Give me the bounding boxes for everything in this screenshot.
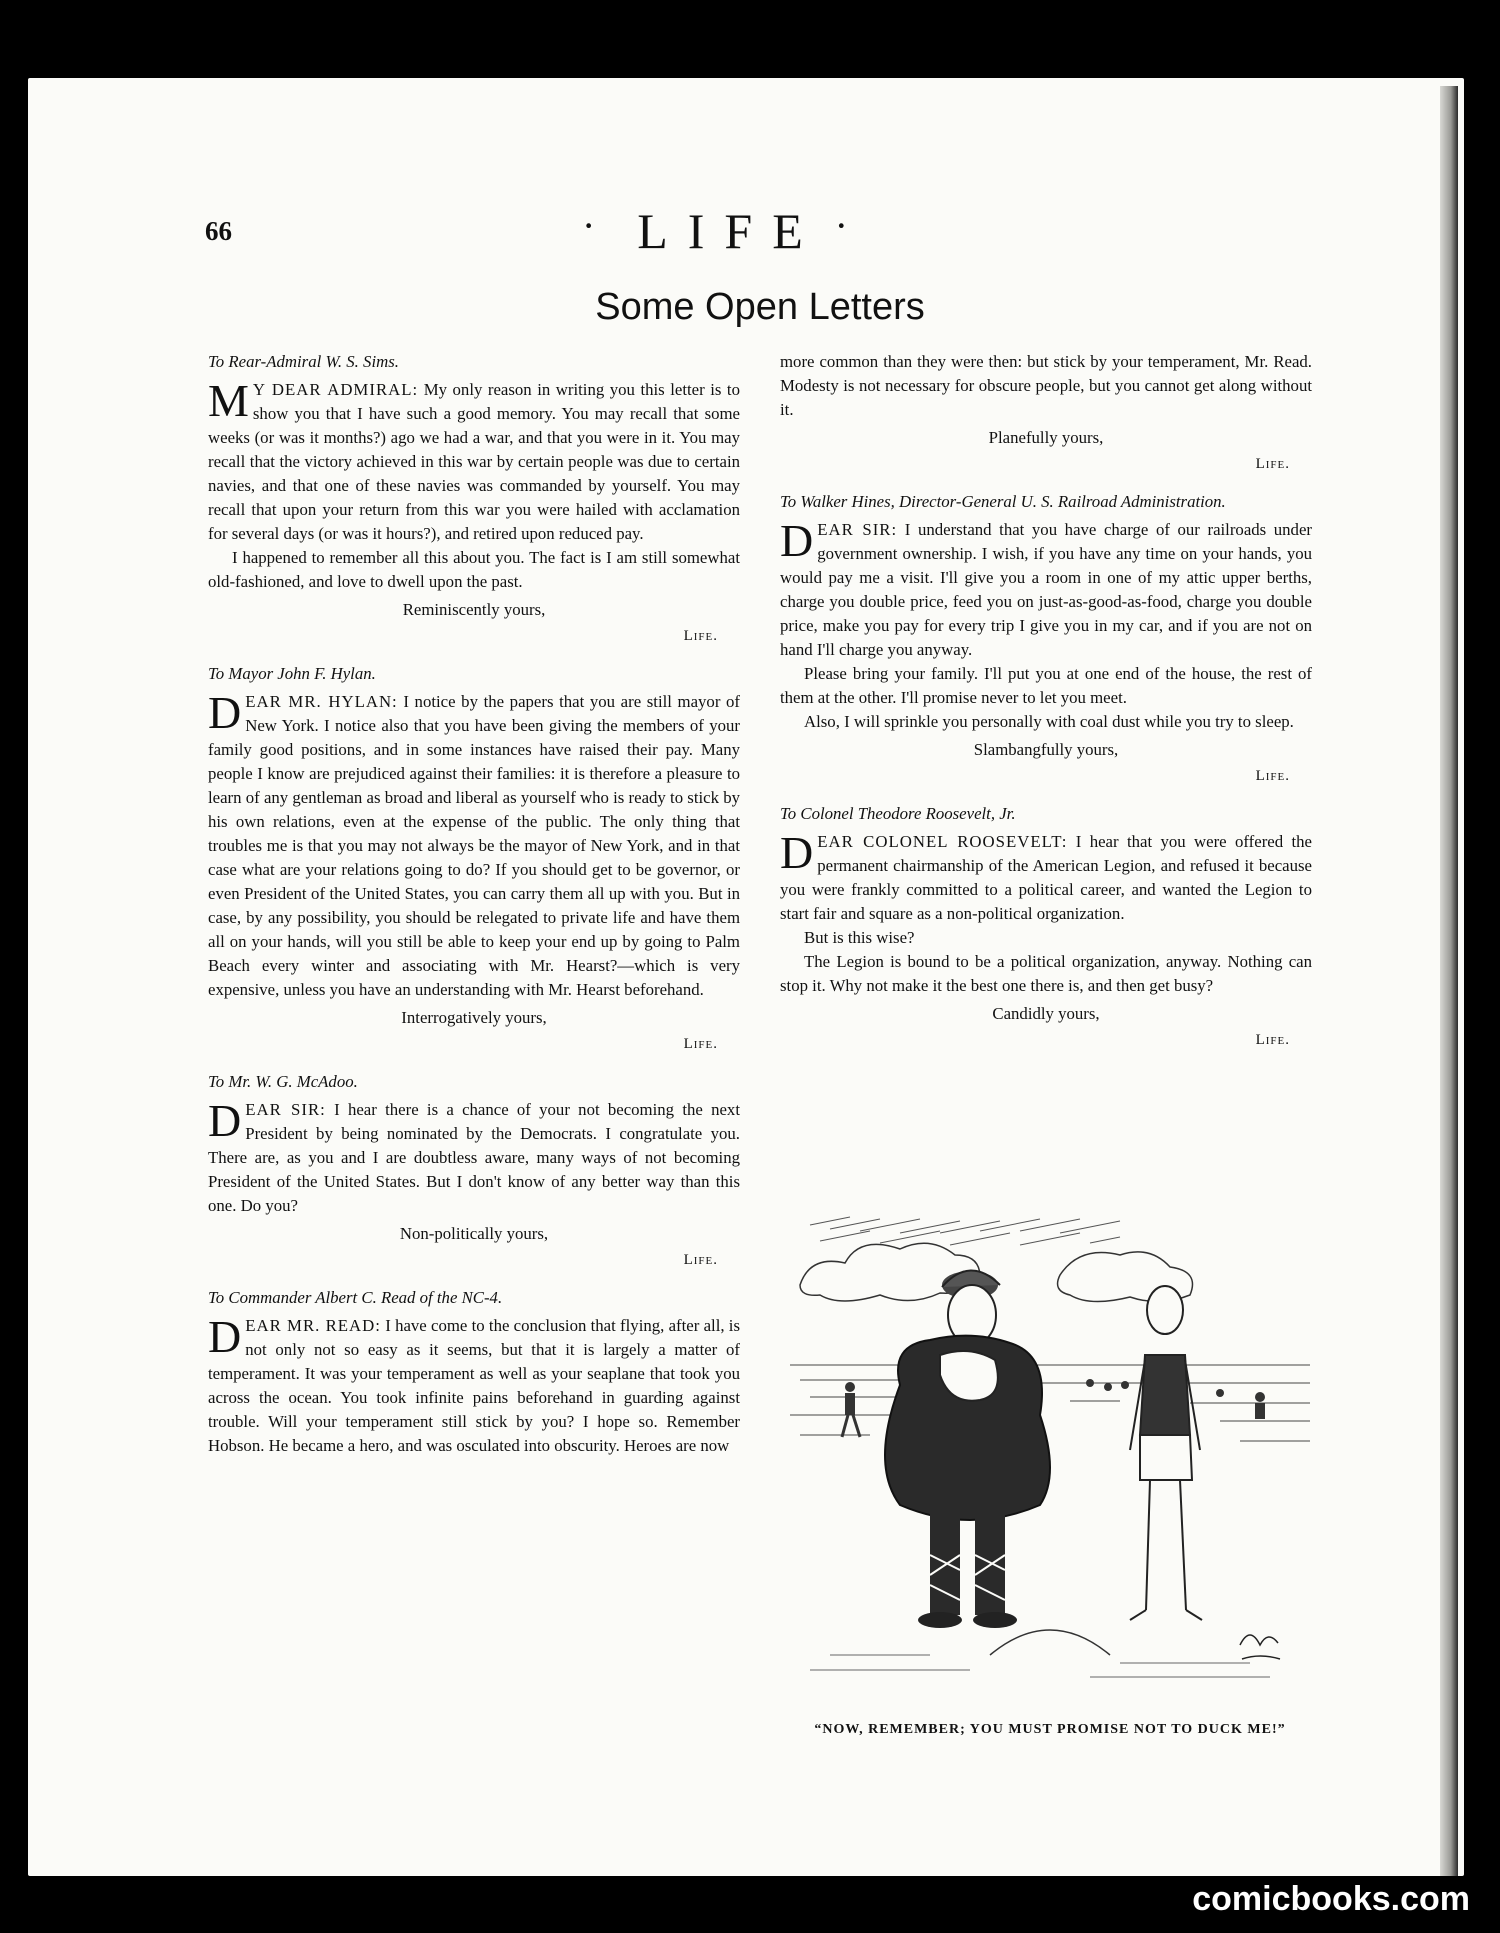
letter-signature: Life. xyxy=(1255,768,1290,784)
drop-cap: D xyxy=(208,1311,242,1362)
page-number: 66 xyxy=(205,216,232,246)
cartoon-caption: “NOW, REMEMBER; YOU MUST PROMISE NOT TO DUCK ME!” xyxy=(814,1722,1286,1737)
drop-cap: D xyxy=(780,827,814,878)
drop-cap: D xyxy=(208,1095,242,1146)
letter-closing: Non-politically yours, xyxy=(399,1224,549,1243)
scan-border xyxy=(0,0,1500,80)
letter-paragraph: I happened to remember all this about you. The fact is I am still somewhat old-fashioned, and love to dwell upon the past. xyxy=(208,548,740,591)
letter-paragraph: I have come to the conclusion that flying, after all, is not only not so easy as it seems, but that it is largely a matter of temperament. It was your temperament as well as your seaplane that took you across the ocean. You took infinite pains beforehand in guarding against trouble. Will your temperament still stick by you? I hope so. Remember Hobson. He became a hero, and was osculated into obscurity. Heroes are now xyxy=(208,1316,740,1455)
letter-addressee: To Mr. W. G. McAdoo. xyxy=(208,1072,358,1091)
letter-paragraph: I hear there is a chance of your not becoming the next President by being nominated by the Democrats. I congratulate you. There are, as you and I are doubtless aware, many ways of not becoming President of the United States. But I don't know of any better way than this one. Do you? xyxy=(208,1100,740,1215)
letter-signature: Life. xyxy=(683,1252,718,1268)
watermark: comicbooks.com xyxy=(1192,1880,1470,1918)
page-edge xyxy=(1440,86,1458,1876)
drop-cap: M xyxy=(208,375,249,426)
letter-signature: Life. xyxy=(1255,456,1290,472)
letter-salutation: EAR SIR: xyxy=(245,1100,326,1119)
letter-paragraph: Please bring your family. I'll put you at one end of the house, the rest of them at the other. I'll promise never to let you meet. xyxy=(780,664,1312,707)
letter-addressee: To Colonel Theodore Roosevelt, Jr. xyxy=(780,804,1016,823)
letter-closing: Slambangfully yours, xyxy=(973,740,1119,759)
letter-signature: Life. xyxy=(683,1036,718,1052)
letter-salutation: EAR MR. READ: xyxy=(245,1316,381,1335)
letter-paragraph: I notice by the papers that you are still mayor of New York. I notice also that you have been giving the members of your family good positions, and in some instances have raised their pay. Many people I know are prejudiced against their families: it is therefore a pleasure to learn of any gentleman as broad and liberal as yourself who is ready to stick by his own relations, even at the expense of the public. The only thing that troubles me is that you may not always be the mayor of New York, and in that case what are your relations going to do? If you should get to be governor, or even President of the United States, you can carry them all up with you. But in case, by any possibility, you should be relegated to private life and have them all on your hands, will you still be able to keep your end up by going to Palm Beach every winter and associating with Mr. Hearst?—which is very expensive, unless you have an understanding with Mr. Hearst beforehand. xyxy=(208,692,741,999)
letter-hylan xyxy=(208,662,740,1056)
letter-signature: Life. xyxy=(683,628,718,644)
letter-read xyxy=(208,1286,740,1458)
letter-closing: Planefully yours, xyxy=(988,428,1104,447)
letter-hines xyxy=(780,490,1312,788)
letter-paragraph: The Legion is bound to be a political organization, anyway. Nothing can stop it. Why not make it the best one there is, and then get busy? xyxy=(780,952,1312,995)
letter-read-continued xyxy=(780,350,1312,476)
letter-sims xyxy=(208,350,740,648)
letter-paragraph: My only reason in writing you this letter is to show you that I have such a good memory. You may recall that some weeks (or was it months?) ago we had a war, and that you were in it. You may recall that the victory achieved in this war by certain people was due to certain navies, and that one of these navies was commanded by yourself. You may recall that upon your return from this war you were hailed with acclamation for several days (or was it hours?), and retired upon reduced pay. xyxy=(208,380,740,543)
drop-cap: D xyxy=(208,687,242,738)
drop-cap: D xyxy=(780,515,814,566)
letter-paragraph: I understand that you have charge of our railroads under government ownership. I wish, if you have any time on your hands, you would pay me a visit. I'll give you a room in one of my attic upper berths, charge you double price, feed you on just-as-good-as-food, charge you double price, make you pay for every trip I give you in my car, and if you are not on hand I'll charge you anyway. xyxy=(780,520,1312,659)
letter-addressee: To Mayor John F. Hylan. xyxy=(208,664,376,683)
letter-closing: Reminiscently yours, xyxy=(402,600,546,619)
letter-closing: Candidly yours, xyxy=(992,1004,1100,1023)
right-column xyxy=(780,350,1312,1066)
letter-salutation: EAR SIR: xyxy=(817,520,898,539)
letter-addressee: To Walker Hines, Director-General U. S. Railroad Administration. xyxy=(780,492,1226,511)
letter-mcadoo xyxy=(208,1070,740,1272)
letter-addressee: To Rear-Admiral W. S. Sims. xyxy=(208,352,399,371)
letter-paragraph: Also, I will sprinkle you personally with coal dust while you try to sleep. xyxy=(804,712,1294,731)
letter-paragraph: I hear that you were offered the permanent chairmanship of the American Legion, and refused it because you were frankly committed to a political career, and wanted the Legion to start fair and square as a non-political organization. xyxy=(780,832,1313,923)
letter-paragraph: But is this wise? xyxy=(804,928,915,947)
letter-salutation: Y DEAR ADMIRAL: xyxy=(252,380,419,399)
letter-salutation: EAR COLONEL ROOSEVELT: xyxy=(817,832,1068,851)
letter-salutation: EAR MR. HYLAN: xyxy=(245,692,398,711)
letter-closing: Interrogatively yours, xyxy=(401,1008,547,1027)
letter-roosevelt xyxy=(780,802,1312,1052)
left-column xyxy=(208,350,740,1472)
masthead: · LIFE · xyxy=(600,202,860,260)
letter-addressee: To Commander Albert C. Read of the NC-4. xyxy=(208,1288,503,1307)
beach-cartoon-illustration xyxy=(790,1215,1310,1705)
page-title: Some Open Letters xyxy=(595,286,925,328)
letter-paragraph: more common than they were then: but stick by your temperament, Mr. Read. Modesty is not necessary for obscure people, but you cannot get along without it. xyxy=(780,352,1312,419)
letter-signature: Life. xyxy=(1255,1032,1290,1048)
